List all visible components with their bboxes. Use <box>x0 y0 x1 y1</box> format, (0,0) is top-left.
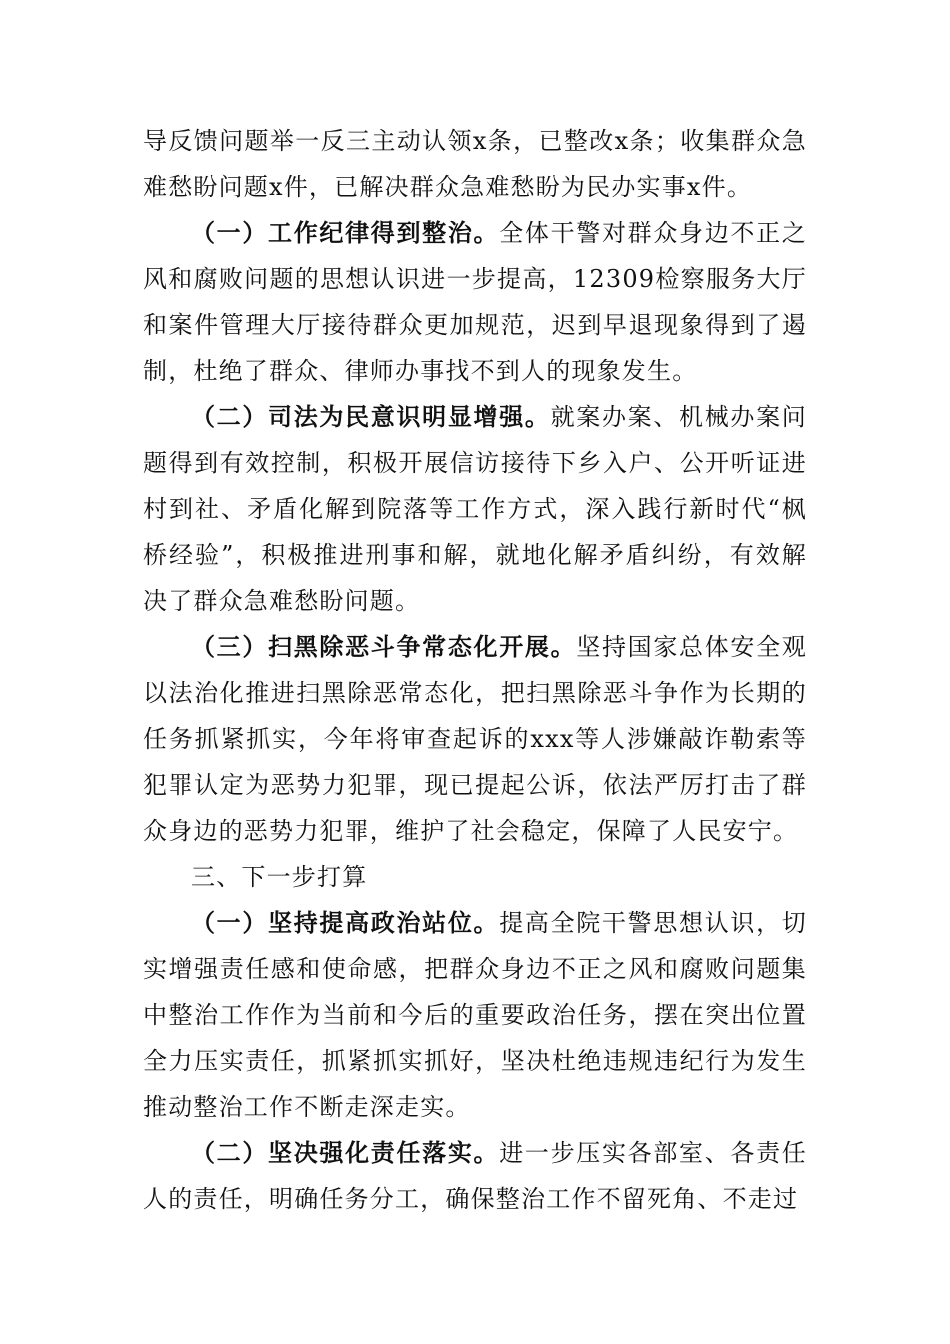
paragraph-work-discipline <box>143 210 807 394</box>
paragraph-responsibility <box>143 1130 807 1222</box>
paragraph-political-stance <box>143 900 807 1130</box>
paragraph-text: 提高全院干警思想认识，切实增强责任感和使命感，把群众身边不正之风和腐败问题集中整治工作作为当前和今后的重要政治任务，摆在突出位置全力压实责任，抓紧抓实抓好，坚决杜绝违规违纪行为发生推动整治工作不断走深走实。 <box>143 909 807 1121</box>
paragraph-lead: （一）坚持提高政治站位。 <box>191 908 500 937</box>
paragraph-feedback-summary <box>143 118 807 210</box>
paragraph-lead: （一）工作纪律得到整治。 <box>191 218 500 247</box>
paragraph-anti-crime <box>143 624 807 854</box>
paragraph-lead: （二）坚决强化责任落实。 <box>191 1138 500 1167</box>
document-body <box>143 118 807 1222</box>
paragraph-judicial-awareness <box>143 394 807 624</box>
paragraph-lead: （二）司法为民意识明显增强。 <box>191 402 551 431</box>
paragraph-text: 坚持国家总体安全观以法治化推进扫黑除恶常态化，把扫黑除恶斗争作为长期的任务抓紧抓实，今年将审查起诉的xxx等人涉嫌敲诈勒索等犯罪认定为恶势力犯罪，现已提起公诉，依法严厉打击了群众身边的恶势力犯罪，维护了社会稳定，保障了人民安宁。 <box>143 633 807 845</box>
paragraph-text: 导反馈问题举一反三主动认领x条，已整改x条；收集群众急难愁盼问题x件，已解决群众急难愁盼为民办实事x件。 <box>143 127 807 201</box>
paragraph-lead: （三）扫黑除恶斗争常态化开展。 <box>191 632 577 661</box>
section-heading-next-steps: 三、下一步打算 <box>191 863 368 891</box>
paragraph-text: 就案办案、机械办案问题得到有效控制，积极开展信访接待下乡入户、公开听证进村到社、矛盾化解到院落等工作方式，深入践行新时代“枫桥经验”，积极推进刑事和解，就地化解矛盾纠纷，有效解决了群众急难愁盼问题。 <box>143 403 807 615</box>
paragraph-text: 进一步压实各部室、各责任人的责任，明确任务分工，确保整治工作不留死角、不走过 <box>143 1139 807 1213</box>
paragraph-text: 全体干警对群众身边不正之风和腐败问题的思想认识进一步提高，12309检察服务大厅和案件管理大厅接待群众更加规范，迟到早退现象得到了遏制，杜绝了群众、律师办事找不到人的现象发生。 <box>143 219 807 385</box>
